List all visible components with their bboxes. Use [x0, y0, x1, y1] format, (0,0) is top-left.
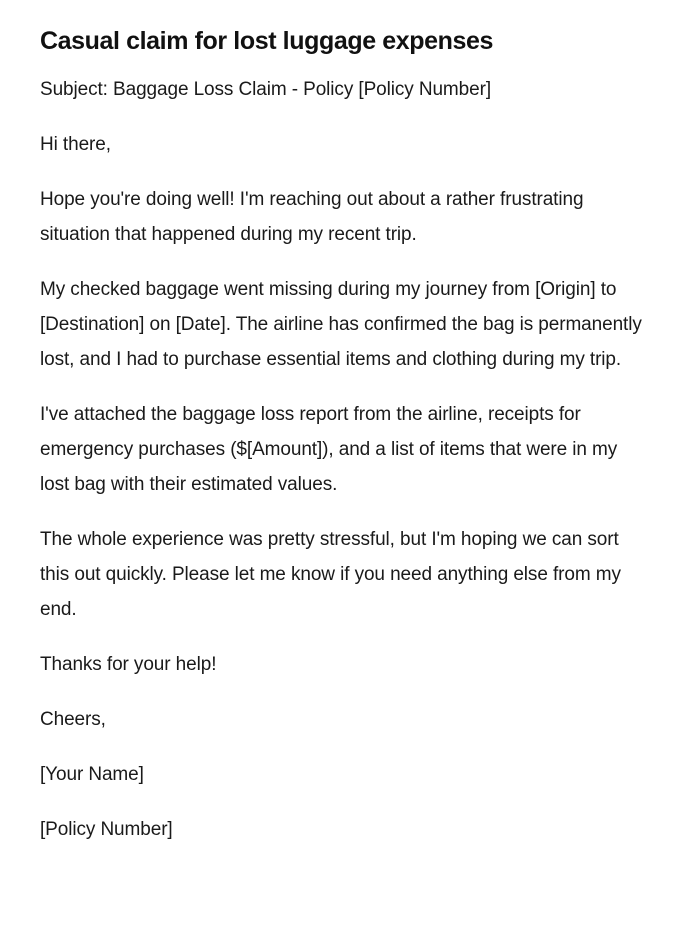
page-title: Casual claim for lost luggage expenses: [40, 27, 494, 55]
signature-name: [Your Name]: [40, 764, 144, 785]
sign-off: Cheers,: [40, 709, 106, 730]
attachments-paragraph: I've attached the baggage loss report from the airline, receipts for emergency purchases ($[Amount]), and a list of items that were in my lost bag with their estimated values.: [40, 404, 618, 495]
letter-document: [40, 24, 650, 867]
subject-line: Subject: Baggage Loss Claim - Policy [Policy Number]: [40, 79, 491, 100]
thanks-line: Thanks for your help!: [40, 654, 217, 675]
closing-paragraph: The whole experience was pretty stressful, but I'm hoping we can sort this out quickly. Please let me know if you need anything else from my end.: [40, 529, 621, 620]
incident-paragraph: My checked baggage went missing during my journey from [Origin] to [Destination] on [Date]. The airline has confirmed the bag is permanently lost, and I had to purchase essential items and clothing during my trip.: [40, 279, 642, 370]
intro-paragraph: Hope you're doing well! I'm reaching out about a rather frustrating situation that happened during my recent trip.: [40, 189, 584, 245]
greeting: Hi there,: [40, 134, 111, 155]
signature-policy-number: [Policy Number]: [40, 819, 173, 840]
